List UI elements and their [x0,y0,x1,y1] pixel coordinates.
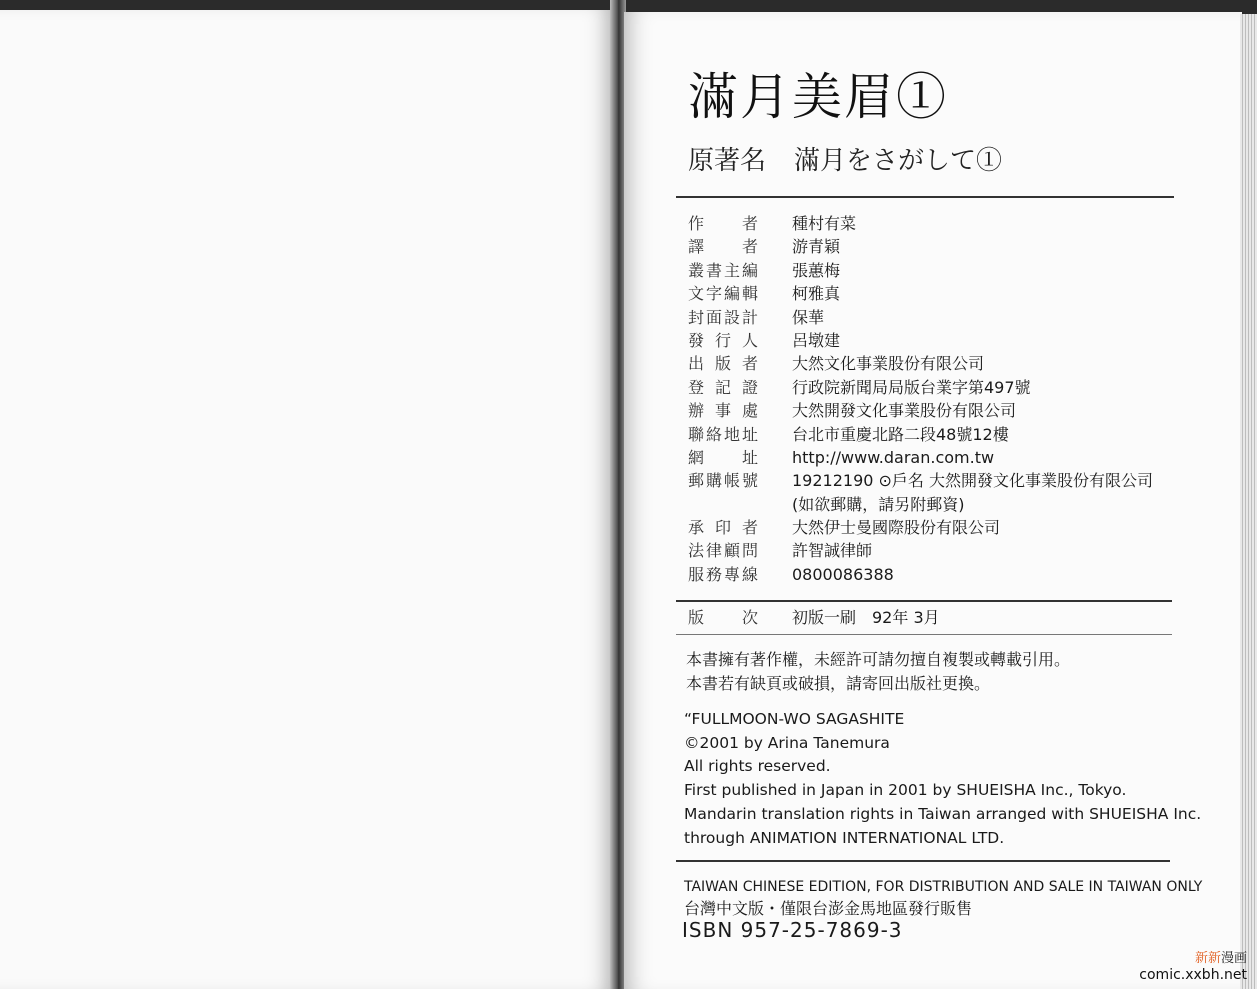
credit-label-char: 作 [688,214,705,233]
english-line: “FULLMOON-WO SAGASHITE [684,710,905,728]
credit-value: http://www.daran.com.tw [792,447,995,467]
credit-value: 張蕙梅 [792,260,841,280]
credit-row [688,354,1153,377]
credit-label-char: 者 [741,214,758,233]
credit-value: 大然文化事業股份有限公司 [792,354,985,374]
credit-label [688,308,758,328]
credit-label-char: 譯 [688,237,705,257]
credit-label [688,261,758,281]
credit-label [688,471,758,491]
site-watermark [1139,950,1247,984]
edition-label-char: 版 [688,608,705,627]
credit-label-char: 版 [714,354,731,374]
distribution-notice [684,876,1202,920]
book-title: 滿月美眉① [688,68,948,126]
credit-row [688,308,1153,331]
credit-row [688,401,1153,424]
credit-label-char: 印 [714,518,731,538]
edition-label-char: 次 [741,608,758,627]
credit-label-char: 務 [705,564,722,584]
credit-label-char: 服 [688,564,705,584]
credit-label [688,331,758,351]
credit-label-char: 聯 [688,424,705,444]
credit-label-char: 承 [688,518,705,538]
credit-note: (如欲郵購，請另附郵資) [792,494,965,514]
credit-label-char: 絡 [705,424,722,444]
credit-value: 19212190 ⊙戶名 大然開發文化事業股份有限公司 [792,471,1154,491]
credit-row [688,214,1153,237]
credit-value: 保華 [792,307,825,327]
credit-label-char: 編 [723,284,740,304]
credit-label [688,378,758,398]
watermark-brand: 新新 [1194,951,1221,966]
credit-label-char: 行 [714,330,731,350]
credit-label [688,237,758,257]
credit-label-char: 址 [741,447,758,467]
credit-label-char: 法 [688,541,705,561]
credit-label [688,284,758,304]
credit-label [688,354,758,374]
credit-label-char: 字 [705,284,722,304]
english-line: Mandarin translation rights in Taiwan arranged with SHUEISHA Inc. [684,804,1202,823]
credits-list [688,214,1153,588]
credit-label-char: 處 [741,401,758,421]
credit-value: 許智誠律師 [792,541,873,561]
credit-label-char: 購 [705,471,722,491]
credit-value: 大然開發文化事業股份有限公司 [792,401,1017,421]
credit-label [688,541,758,561]
credit-label [688,565,758,585]
credit-value: 游青穎 [792,237,841,257]
credit-label-char: 書 [705,260,722,280]
credit-label-char: 面 [705,307,722,327]
edition-label [688,608,758,628]
edition-row [688,608,940,628]
credit-row [688,331,1153,354]
credit-label-char: 設 [723,307,740,327]
credit-label-char: 地 [723,424,740,444]
credit-row [688,565,1153,588]
original-title-label: 原著名 [688,146,767,176]
credit-label-char: 顧 [723,541,740,561]
credit-label-char: 律 [705,541,722,561]
page-stack-edge [1240,14,1257,989]
credits-divider [676,600,1172,602]
distribution-zh: 台灣中文版・僅限台澎金馬地區發行販售 [684,899,973,918]
credit-label-char: 主 [723,260,740,280]
credit-label-char: 址 [741,424,758,444]
credit-value: 呂墩建 [792,330,841,350]
credit-value: 大然伊士曼國際股份有限公司 [792,518,1001,538]
credit-label-char: 辦 [688,401,705,421]
credit-label-char: 計 [741,307,758,327]
credit-label-char: 線 [741,564,758,584]
notice-line: 本書若有缺頁或破損，請寄回出版社更換。 [686,674,991,693]
credit-label-char: 發 [688,330,705,350]
watermark-url: comic.xxbh.net [1139,967,1247,983]
credit-label [688,401,758,421]
credit-value: 台北市重慶北路二段48號12樓 [792,424,1009,444]
credit-label [688,448,758,468]
credit-label-char: 者 [741,518,758,538]
credit-label [688,518,758,538]
original-title-line [688,148,1002,174]
english-line: through ANIMATION INTERNATIONAL LTD. [684,828,1005,847]
credit-label-char: 專 [723,564,740,584]
credit-label-char: 人 [741,330,758,350]
isbn: ISBN 957-25-7869-3 [682,918,903,942]
english-line: First published in Japan in 2001 by SHUEISHA Inc., Tokyo. [684,781,1127,800]
left-blank-page [0,10,612,989]
credit-label-char: 網 [688,447,705,467]
credit-label-char: 者 [741,354,758,374]
original-title: 滿月をさがして① [794,146,1003,176]
credit-value: 種村有菜 [792,214,857,233]
credit-label-char: 事 [714,401,731,421]
credit-label-char: 叢 [688,260,705,280]
credit-row [688,425,1153,448]
credit-row [688,541,1153,564]
credit-value: 柯雅真 [792,284,841,304]
credit-label-char: 記 [714,377,731,397]
credit-label-char: 輯 [741,284,758,304]
credit-value: 0800086388 [792,564,894,584]
credit-row [688,518,1153,541]
credit-row [688,471,1153,494]
credit-label [688,214,758,234]
credit-row [688,261,1153,284]
credit-label-char: 號 [741,471,758,491]
credit-label-char: 者 [741,237,758,257]
distribution-divider [676,860,1170,862]
credit-label-char: 證 [741,377,758,397]
credit-label-char: 帳 [723,471,740,491]
english-line: ©2001 by Arina Tanemura [684,733,890,752]
credit-label-char: 問 [741,541,758,561]
english-copyright-block [684,708,1201,850]
credit-label-char: 登 [688,377,705,397]
title-divider [676,196,1174,198]
edition-value: 初版一刷 92年 3月 [792,608,940,627]
edition-divider [676,634,1172,635]
copyright-notices [686,648,1070,696]
credit-row [688,378,1153,401]
credit-row [688,237,1153,260]
english-line: All rights reserved. [684,757,831,776]
credit-row [688,284,1153,307]
credit-label-char: 郵 [688,471,705,491]
distribution-en: TAIWAN CHINESE EDITION, FOR DISTRIBUTION AND SALE IN TAIWAN ONLY [684,879,1203,895]
credit-label-char: 出 [688,354,705,374]
credit-label [688,425,758,445]
credit-value: 行政院新聞局局版台業字第497號 [792,377,1031,397]
watermark-brand-suffix: 漫画 [1220,951,1247,966]
notice-line: 本書擁有著作權，未經許可請勿擅自複製或轉載引用。 [686,650,1071,669]
credit-note-row [688,495,1153,518]
credit-label-char: 文 [688,284,705,304]
credit-row [688,448,1153,471]
credit-label-char: 編 [741,260,758,280]
credit-label-char: 封 [688,307,705,327]
